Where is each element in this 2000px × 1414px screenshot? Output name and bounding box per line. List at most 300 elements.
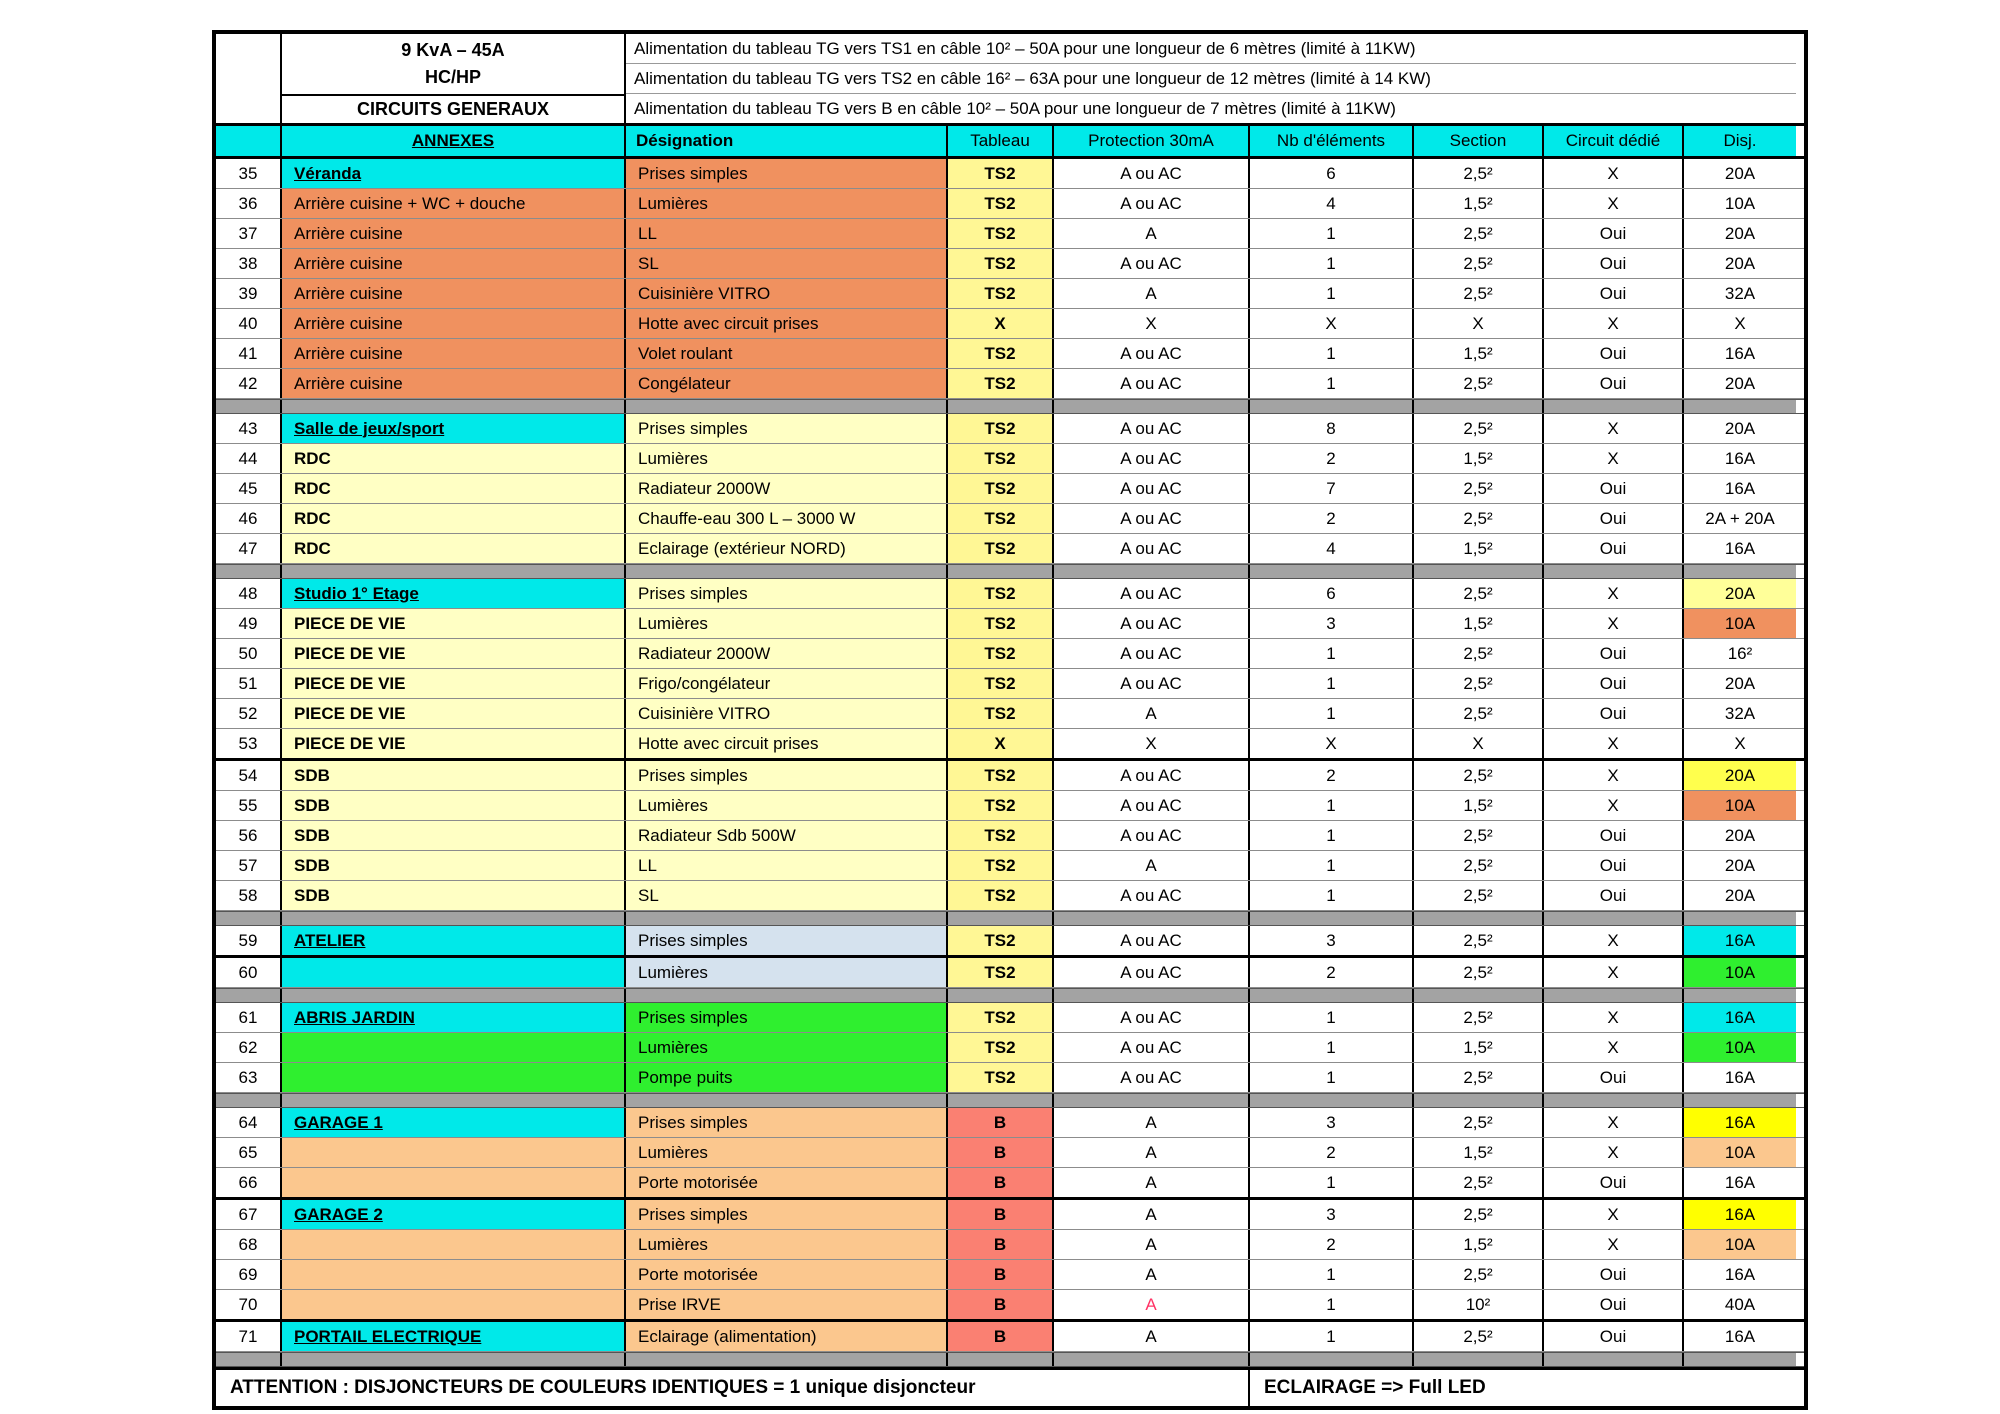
annexes-cell: RDC <box>282 534 626 563</box>
disj-cell: 20A <box>1684 219 1796 248</box>
annexes-cell: Arrière cuisine <box>282 249 626 278</box>
designation-cell: Lumières <box>626 1138 948 1167</box>
table-footer <box>216 1367 1804 1406</box>
protection-cell: A ou AC <box>1054 1003 1250 1032</box>
nb-elements-cell: 1 <box>1250 881 1414 910</box>
separator-cell <box>216 912 282 925</box>
circuit-cell: Oui <box>1544 1322 1684 1351</box>
separator-cell <box>1414 989 1544 1002</box>
table-row <box>216 369 1804 399</box>
tableau-cell: TS2 <box>948 504 1054 533</box>
tableau-cell: TS2 <box>948 958 1054 987</box>
separator-cell <box>948 400 1054 413</box>
protection-cell: A <box>1054 1168 1250 1197</box>
disj-cell: 40A <box>1684 1290 1796 1319</box>
row-number: 54 <box>216 761 282 790</box>
circuit-cell: X <box>1544 926 1684 955</box>
nb-elements-cell: 1 <box>1250 639 1414 668</box>
disj-cell: 20A <box>1684 881 1796 910</box>
designation-cell: Chauffe-eau 300 L – 3000 W <box>626 504 948 533</box>
separator-cell <box>1544 989 1684 1002</box>
separator-cell <box>1684 912 1796 925</box>
col-header-disj: Disj. <box>1684 126 1796 156</box>
circuit-table <box>212 30 1808 1410</box>
section-cell: 2,5² <box>1414 926 1544 955</box>
annexes-cell: RDC <box>282 504 626 533</box>
table-row <box>216 609 1804 639</box>
table-row <box>216 474 1804 504</box>
circuit-cell: Oui <box>1544 699 1684 728</box>
row-number: 42 <box>216 369 282 398</box>
nb-elements-cell: X <box>1250 309 1414 338</box>
separator-cell <box>626 912 948 925</box>
nb-elements-cell: 1 <box>1250 791 1414 820</box>
row-number: 48 <box>216 579 282 608</box>
table-row <box>216 1003 1804 1033</box>
designation-cell: Prises simples <box>626 1108 948 1137</box>
row-number: 64 <box>216 1108 282 1137</box>
annexes-cell: PIECE DE VIE <box>282 609 626 638</box>
nb-elements-cell: 1 <box>1250 1003 1414 1032</box>
tableau-cell: B <box>948 1138 1054 1167</box>
separator-cell <box>1250 1353 1414 1366</box>
protection-cell: X <box>1054 729 1250 758</box>
row-number: 52 <box>216 699 282 728</box>
section-cell: 2,5² <box>1414 279 1544 308</box>
row-number: 37 <box>216 219 282 248</box>
row-number: 62 <box>216 1033 282 1062</box>
section-cell: 2,5² <box>1414 1322 1544 1351</box>
protection-cell: A <box>1054 851 1250 880</box>
annexes-cell: GARAGE 1 <box>282 1108 626 1137</box>
designation-cell: Lumières <box>626 1230 948 1259</box>
circuit-cell: Oui <box>1544 1290 1684 1319</box>
separator-cell <box>1544 1094 1684 1107</box>
table-row <box>216 279 1804 309</box>
row-number: 69 <box>216 1260 282 1289</box>
nb-elements-cell: 2 <box>1250 504 1414 533</box>
feed-line-b: Alimentation du tableau TG vers B en câble 10² – 50A pour une longueur de 7 mètres (limité à 11KW) <box>634 98 1396 118</box>
table-row <box>216 1260 1804 1290</box>
separator-cell <box>1414 1094 1544 1107</box>
col-header-annexes: ANNEXES <box>282 126 626 156</box>
section-cell: 1,5² <box>1414 1230 1544 1259</box>
disj-cell: 16² <box>1684 639 1796 668</box>
row-number: 53 <box>216 729 282 758</box>
row-number: 44 <box>216 444 282 473</box>
annexes-cell: ATELIER <box>282 926 626 955</box>
separator-bar <box>216 911 1804 926</box>
designation-cell: LL <box>626 219 948 248</box>
row-number: 61 <box>216 1003 282 1032</box>
designation-cell: Lumières <box>626 958 948 987</box>
separator-cell <box>1684 400 1796 413</box>
tableau-cell: TS2 <box>948 639 1054 668</box>
row-number: 45 <box>216 474 282 503</box>
circuit-cell: Oui <box>1544 339 1684 368</box>
annexes-cell: SDB <box>282 821 626 850</box>
table-row <box>216 579 1804 609</box>
disj-cell: 20A <box>1684 414 1796 443</box>
protection-cell: A <box>1054 1108 1250 1137</box>
annexes-cell: Véranda <box>282 159 626 188</box>
row-number: 50 <box>216 639 282 668</box>
section-cell: 10² <box>1414 1290 1544 1319</box>
table-row <box>216 1230 1804 1260</box>
supply-rating: 9 KvA – 45A <box>401 40 505 60</box>
nb-elements-cell: 1 <box>1250 821 1414 850</box>
protection-cell: A ou AC <box>1054 339 1250 368</box>
separator-bar <box>216 1093 1804 1108</box>
protection-cell: A ou AC <box>1054 504 1250 533</box>
nb-elements-cell: 1 <box>1250 219 1414 248</box>
tableau-cell: TS2 <box>948 474 1054 503</box>
separator-cell <box>216 1353 282 1366</box>
col-header-circuit: Circuit dédié <box>1544 126 1684 156</box>
nb-elements-cell: 1 <box>1250 1168 1414 1197</box>
designation-cell: SL <box>626 881 948 910</box>
protection-cell: A <box>1054 279 1250 308</box>
annexes-cell <box>282 1290 626 1319</box>
separator-cell <box>1684 1094 1796 1107</box>
section-cell: 2,5² <box>1414 821 1544 850</box>
section-cell: 2,5² <box>1414 669 1544 698</box>
row-number: 66 <box>216 1168 282 1197</box>
separator-cell <box>1684 989 1796 1002</box>
table-row <box>216 189 1804 219</box>
designation-cell: Volet roulant <box>626 339 948 368</box>
disj-cell: X <box>1684 729 1796 758</box>
tableau-cell: TS2 <box>948 926 1054 955</box>
separator-cell <box>1054 565 1250 578</box>
table-row <box>216 1200 1804 1230</box>
annexes-cell <box>282 958 626 987</box>
protection-cell: A ou AC <box>1054 474 1250 503</box>
disj-cell: 16A <box>1684 1200 1796 1229</box>
disj-cell: 16A <box>1684 339 1796 368</box>
tableau-cell: TS2 <box>948 881 1054 910</box>
disj-cell: 10A <box>1684 1033 1796 1062</box>
annexes-cell: SDB <box>282 761 626 790</box>
annexes-cell: GARAGE 2 <box>282 1200 626 1229</box>
circuit-cell: X <box>1544 444 1684 473</box>
tableau-cell: TS2 <box>948 339 1054 368</box>
supply-rating-cell <box>282 34 626 94</box>
circuit-cell: X <box>1544 579 1684 608</box>
annexes-cell: PIECE DE VIE <box>282 729 626 758</box>
circuit-cell: X <box>1544 1003 1684 1032</box>
annexes-cell <box>282 1230 626 1259</box>
separator-cell <box>1414 400 1544 413</box>
table-row <box>216 926 1804 958</box>
col-header-nb: Nb d'éléments <box>1250 126 1414 156</box>
disj-cell: 20A <box>1684 821 1796 850</box>
circuit-cell: Oui <box>1544 669 1684 698</box>
separator-cell <box>216 989 282 1002</box>
row-number: 57 <box>216 851 282 880</box>
nb-elements-cell: 1 <box>1250 669 1414 698</box>
section-cell: 1,5² <box>1414 1138 1544 1167</box>
row-number: 39 <box>216 279 282 308</box>
tableau-cell: X <box>948 309 1054 338</box>
row-number: 41 <box>216 339 282 368</box>
circuit-cell: Oui <box>1544 1063 1684 1092</box>
section-cell: 1,5² <box>1414 189 1544 218</box>
disj-cell: 20A <box>1684 369 1796 398</box>
section-cell: 1,5² <box>1414 534 1544 563</box>
disj-cell: 20A <box>1684 159 1796 188</box>
separator-cell <box>948 1094 1054 1107</box>
tableau-cell: B <box>948 1108 1054 1137</box>
section-cell: 2,5² <box>1414 699 1544 728</box>
circuit-cell: Oui <box>1544 881 1684 910</box>
separator-cell <box>216 1094 282 1107</box>
disj-cell: 20A <box>1684 249 1796 278</box>
nb-elements-cell: 1 <box>1250 279 1414 308</box>
separator-cell <box>282 1353 626 1366</box>
table-row <box>216 504 1804 534</box>
separator-cell <box>948 989 1054 1002</box>
separator-cell <box>1054 989 1250 1002</box>
nb-elements-cell: 2 <box>1250 1138 1414 1167</box>
tableau-cell: TS2 <box>948 219 1054 248</box>
circuit-cell: Oui <box>1544 1168 1684 1197</box>
nb-elements-cell: 4 <box>1250 189 1414 218</box>
row-number: 63 <box>216 1063 282 1092</box>
tableau-cell: TS2 <box>948 1033 1054 1062</box>
row-number: 65 <box>216 1138 282 1167</box>
designation-cell: Eclairage (extérieur NORD) <box>626 534 948 563</box>
annexes-cell <box>282 1033 626 1062</box>
designation-cell: Cuisinière VITRO <box>626 279 948 308</box>
designation-cell: Prises simples <box>626 926 948 955</box>
separator-cell <box>1414 565 1544 578</box>
protection-cell: A <box>1054 1138 1250 1167</box>
row-number: 35 <box>216 159 282 188</box>
nb-elements-cell: 1 <box>1250 1322 1414 1351</box>
circuit-cell: X <box>1544 189 1684 218</box>
separator-cell <box>282 565 626 578</box>
tableau-cell: TS2 <box>948 821 1054 850</box>
protection-cell: A ou AC <box>1054 579 1250 608</box>
tableau-cell: TS2 <box>948 444 1054 473</box>
separator-cell <box>1250 1094 1414 1107</box>
annexes-cell: Arrière cuisine <box>282 309 626 338</box>
row-number: 46 <box>216 504 282 533</box>
section-cell: 2,5² <box>1414 1108 1544 1137</box>
tableau-cell: B <box>948 1200 1054 1229</box>
row-number: 68 <box>216 1230 282 1259</box>
disj-cell: 10A <box>1684 791 1796 820</box>
circuit-cell: Oui <box>1544 851 1684 880</box>
separator-cell <box>1250 912 1414 925</box>
disj-cell: 20A <box>1684 579 1796 608</box>
separator-cell <box>1684 565 1796 578</box>
nb-elements-cell: 3 <box>1250 609 1414 638</box>
table-row <box>216 1063 1804 1093</box>
col-header-designation: Désignation <box>626 126 948 156</box>
circuit-cell: X <box>1544 791 1684 820</box>
circuit-cell: Oui <box>1544 219 1684 248</box>
table-row <box>216 761 1804 791</box>
row-number: 51 <box>216 669 282 698</box>
circuit-cell: Oui <box>1544 369 1684 398</box>
row-number: 38 <box>216 249 282 278</box>
disj-cell: 16A <box>1684 474 1796 503</box>
row-number: 49 <box>216 609 282 638</box>
designation-cell: Hotte avec circuit prises <box>626 309 948 338</box>
separator-cell <box>1250 400 1414 413</box>
separator-cell <box>216 565 282 578</box>
nb-elements-cell: 1 <box>1250 249 1414 278</box>
disj-cell: 16A <box>1684 534 1796 563</box>
annexes-cell: SDB <box>282 851 626 880</box>
designation-cell: Lumières <box>626 791 948 820</box>
section-cell: 1,5² <box>1414 1033 1544 1062</box>
section-cell: 2,5² <box>1414 159 1544 188</box>
section-cell: 2,5² <box>1414 369 1544 398</box>
row-number: 59 <box>216 926 282 955</box>
nb-elements-cell: 1 <box>1250 699 1414 728</box>
separator-cell <box>1544 912 1684 925</box>
table-row <box>216 1322 1804 1352</box>
circuit-cell: X <box>1544 609 1684 638</box>
separator-cell <box>1414 912 1544 925</box>
designation-cell: SL <box>626 249 948 278</box>
circuit-cell: X <box>1544 958 1684 987</box>
row-number: 56 <box>216 821 282 850</box>
annexes-cell: Arrière cuisine + WC + douche <box>282 189 626 218</box>
annexes-cell: SDB <box>282 791 626 820</box>
protection-cell: A <box>1054 1322 1250 1351</box>
circuit-cell: X <box>1544 729 1684 758</box>
disj-cell: 16A <box>1684 1260 1796 1289</box>
designation-cell: Lumières <box>626 609 948 638</box>
table-row <box>216 729 1804 761</box>
section-cell: X <box>1414 309 1544 338</box>
nb-elements-cell: 2 <box>1250 958 1414 987</box>
protection-cell: A <box>1054 1230 1250 1259</box>
disj-cell: 10A <box>1684 609 1796 638</box>
disj-cell: 16A <box>1684 1063 1796 1092</box>
nb-elements-cell: 7 <box>1250 474 1414 503</box>
circuit-cell: X <box>1544 761 1684 790</box>
table-row <box>216 1138 1804 1168</box>
section-cell: 1,5² <box>1414 339 1544 368</box>
section-cell: 2,5² <box>1414 958 1544 987</box>
circuit-cell: X <box>1544 1230 1684 1259</box>
tableau-cell: B <box>948 1168 1054 1197</box>
nb-elements-cell: 1 <box>1250 851 1414 880</box>
disj-cell: 16A <box>1684 1168 1796 1197</box>
protection-cell: A ou AC <box>1054 369 1250 398</box>
protection-cell: A <box>1054 219 1250 248</box>
annexes-cell: PIECE DE VIE <box>282 669 626 698</box>
section-cell: 2,5² <box>1414 1063 1544 1092</box>
protection-cell: A ou AC <box>1054 1063 1250 1092</box>
nb-elements-cell: 6 <box>1250 579 1414 608</box>
separator-cell <box>282 989 626 1002</box>
tableau-cell: TS2 <box>948 669 1054 698</box>
separator-cell <box>948 912 1054 925</box>
col-header-num <box>216 126 282 156</box>
table-row <box>216 1033 1804 1063</box>
row-number: 71 <box>216 1322 282 1351</box>
disj-cell: 16A <box>1684 1003 1796 1032</box>
circuit-table-body <box>216 159 1804 1367</box>
feed-line-ts1: Alimentation du tableau TG vers TS1 en câble 10² – 50A pour une longueur de 6 mètres (limité à 11KW) <box>626 34 1796 64</box>
protection-cell: A ou AC <box>1054 444 1250 473</box>
table-row <box>216 534 1804 564</box>
designation-cell: Prises simples <box>626 761 948 790</box>
designation-cell: Prise IRVE <box>626 1290 948 1319</box>
tableau-cell: TS2 <box>948 761 1054 790</box>
designation-cell: Eclairage (alimentation) <box>626 1322 948 1351</box>
section-cell: 2,5² <box>1414 249 1544 278</box>
separator-cell <box>282 400 626 413</box>
protection-cell: A ou AC <box>1054 1033 1250 1062</box>
nb-elements-cell: X <box>1250 729 1414 758</box>
section-cell: 2,5² <box>1414 851 1544 880</box>
annexes-cell: RDC <box>282 444 626 473</box>
separator-cell <box>626 1353 948 1366</box>
tableau-cell: TS2 <box>948 189 1054 218</box>
circuit-cell: X <box>1544 1033 1684 1062</box>
row-number: 43 <box>216 414 282 443</box>
eclairage-note: ECLAIRAGE => Full LED <box>1264 1377 1486 1398</box>
designation-cell: Prises simples <box>626 1003 948 1032</box>
annexes-cell: PIECE DE VIE <box>282 639 626 668</box>
col-header-section: Section <box>1414 126 1544 156</box>
annexes-cell <box>282 1260 626 1289</box>
tariff-mode: HC/HP <box>424 67 481 87</box>
protection-cell: A ou AC <box>1054 821 1250 850</box>
section-cell: 2,5² <box>1414 761 1544 790</box>
row-number: 55 <box>216 791 282 820</box>
designation-cell: Lumières <box>626 444 948 473</box>
section-cell: 2,5² <box>1414 1260 1544 1289</box>
disj-cell: 2A + 20A <box>1684 504 1796 533</box>
table-row <box>216 1290 1804 1322</box>
protection-cell: A ou AC <box>1054 159 1250 188</box>
annexes-cell: Salle de jeux/sport <box>282 414 626 443</box>
annexes-cell: PORTAIL ELECTRIQUE <box>282 1322 626 1351</box>
separator-cell <box>282 912 626 925</box>
separator-cell <box>1544 565 1684 578</box>
protection-cell: A ou AC <box>1054 189 1250 218</box>
circuit-cell: Oui <box>1544 534 1684 563</box>
designation-cell: Radiateur 2000W <box>626 474 948 503</box>
tableau-cell: TS2 <box>948 414 1054 443</box>
protection-cell: A ou AC <box>1054 761 1250 790</box>
row-number: 36 <box>216 189 282 218</box>
disj-cell: 32A <box>1684 699 1796 728</box>
separator-cell <box>1054 912 1250 925</box>
nb-elements-cell: 2 <box>1250 444 1414 473</box>
disj-cell: 10A <box>1684 1138 1796 1167</box>
tableau-cell: B <box>948 1322 1054 1351</box>
col-header-tableau: Tableau <box>948 126 1054 156</box>
separator-cell <box>1054 1094 1250 1107</box>
separator-cell <box>1250 565 1414 578</box>
disj-cell: X <box>1684 309 1796 338</box>
designation-cell: Pompe puits <box>626 1063 948 1092</box>
protection-cell: A ou AC <box>1054 414 1250 443</box>
protection-cell: A ou AC <box>1054 926 1250 955</box>
nb-elements-cell: 2 <box>1250 1230 1414 1259</box>
designation-cell: Prises simples <box>626 159 948 188</box>
header-blank-cell <box>216 34 282 123</box>
